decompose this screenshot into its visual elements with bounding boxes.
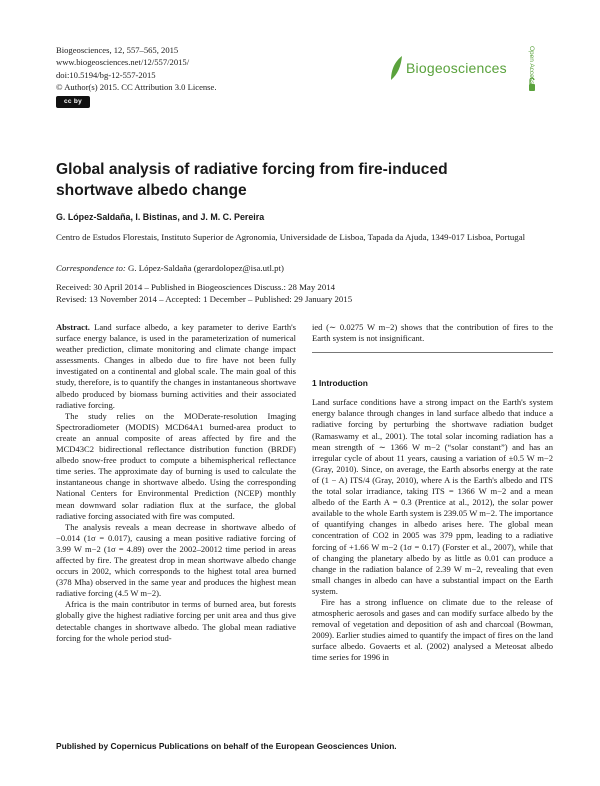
- article-metadata: [56, 44, 217, 108]
- received-date: Received: 30 April 2014 – Published in Biogeosciences Discuss.: 28 May 2014: [56, 282, 336, 292]
- article-title: Global analysis of radiative forcing from fire-induced shortwave albedo change: [56, 161, 448, 199]
- journal-logo: [388, 46, 538, 86]
- section-heading-introduction: 1 Introduction: [312, 378, 368, 389]
- abstract-text-1: Land surface albedo, a key parameter to derive Earth's surface energy balance, is used in the parameterization of numerical weather prediction, climate monitoring and climate change impact assessments. Changes in albedo due to fire have not been fully investigated on a continental and global scale. The main goal of this study, therefore, is to quantify the changes in instantaneous shortwave albedo produced by biomass burning activities and their associated radiative forcing.: [56, 322, 296, 410]
- publisher-footer: Published by Copernicus Publications on behalf of the European Geosciences Union.: [56, 741, 397, 751]
- revised-date: Revised: 13 November 2014 – Accepted: 1 December – Published: 29 January 2015: [56, 294, 353, 305]
- abstract-continuation: ied (∼ 0.0275 W m−2) shows that the contribution of fires to the Earth system is not insignificant.: [312, 322, 553, 344]
- intro-paragraph-2: Fire has a strong influence on climate due to the release of atmospheric aerosols and gases and can modify surface albedo by the removal of vegetation and deposition of ash and charcoal (Bowman, 2009). Earlier studies aimed to quantify the impact of fires on the land surface albedo. Govaerts et al. (2002) analysed a Meteosat albedo time series for 1996 in: [312, 596, 553, 663]
- abstract-paragraph-1: [56, 322, 296, 411]
- article-url[interactable]: www.biogeosciences.net/12/557/2015/: [56, 57, 190, 68]
- abstract-paragraph-4: Africa is the main contributor in terms of burned area, but forests globally give the highest radiative forcing per unit area and thus give detectable changes in shortwave albedo. The global mean radiative forcing for the whole period stud-: [56, 599, 296, 643]
- abstract-label: Abstract.: [56, 322, 90, 332]
- correspondence-label: Correspondence to:: [56, 263, 126, 273]
- abstract-paragraph-3: The analysis reveals a mean decrease in shortwave albedo of −0.014 (1σ = 0.017), causing a mean positive radiative forcing of 3.99 W m−2 (1σ = 4.89) over the 2002–20012 time period in areas affected by fire. The greatest drop in mean shortwave albedo change occurs in 2002, which corresponds to the highest total area burned (378 Mha) observed in the same year and produces the highest mean radiative forcing (4.5 W m−2).: [56, 521, 296, 599]
- intro-paragraph-1: Land surface conditions have a strong impact on the Earth's system energy balance through changes in land surface albedo that induce a radiative forcing by perturbing the shortwave radiation budget (Ramaswamy et al., 2001). The total solar incoming radiation has a mean strength of ∼ 1366 W m−2 (“solar constant”) and has an irregular cycle of about 11 years, causing a variation of ±0.5 W m−2 (Gray, 2010). Since, on average, the Earth absorbs energy at the rate of (1 − A) ITS/4 (Gray, 2010), where A is the Earth's albedo and ITS the total solar irradiance, taking ITS = 1366 W m−2 and a mean albedo of the Earth A = 0.3 (Prentice at al., 2012), the solar power available to the whole Earth system is 239.05 W m−2. The importance of quantifying changes in albedo arises here. The global mean concentration of CO2 in 2005 was 379 ppm, leading to a radiative forcing of +1.66 W m−2 (1σ = 0.17) (Forster et al., 2007), while that of changing the planetary albedo by as little as 0.01 can produce a change in the radiation balance of 2.39 W m−2, revealing that even small changes in albedo can have a substantial impact on the Earth system.: [312, 397, 553, 596]
- journal-reference: Biogeosciences, 12, 557–565, 2015: [56, 45, 179, 55]
- correspondence: [56, 263, 284, 273]
- author-affiliation: Centro de Estudos Florestais, Instituto Superior de Agronomia, Universidade de Lisboa, Tapada da Ajuda, 1349-017 Lisboa, Portugal: [56, 232, 526, 242]
- abstract-column: [56, 322, 296, 644]
- author-list: G. López-Saldaña, I. Bistinas, and J. M. C. Pereira: [56, 212, 265, 222]
- article-doi[interactable]: doi:10.5194/bg-12-557-2015: [56, 69, 156, 80]
- journal-name: Biogeosciences: [406, 60, 507, 76]
- license-statement: © Author(s) 2015. CC Attribution 3.0 License.: [56, 82, 217, 93]
- leaf-icon: [388, 54, 404, 84]
- cc-license-icon[interactable]: cc by: [56, 96, 90, 108]
- right-column: [312, 322, 553, 664]
- abstract-paragraph-2: The study relies on the MODerate-resolution Imaging Spectroradiometer (MODIS) MCD64A1 burned-area product to create an annual composite of areas affected by fire and the MCD43C2 bidirectional reflectance distribution function (BRDF) albedo snow-free product to compute a bihemispherical reflectance time series. The approximate day of burning is used to calculate the instantaneous change in shortwave albedo. Using the corresponding National Centers for Environmental Prediction (NCEP) monthly mean downward solar radiation flux at the surface, the global radiative forcing associated with fire was computed.: [56, 410, 296, 521]
- article-dates: [56, 281, 352, 305]
- abstract-divider: [312, 352, 553, 353]
- correspondence-contact[interactable]: G. López-Saldaña (gerardolopez@isa.utl.pt): [128, 263, 284, 273]
- open-access-label: Open Access: [528, 46, 535, 85]
